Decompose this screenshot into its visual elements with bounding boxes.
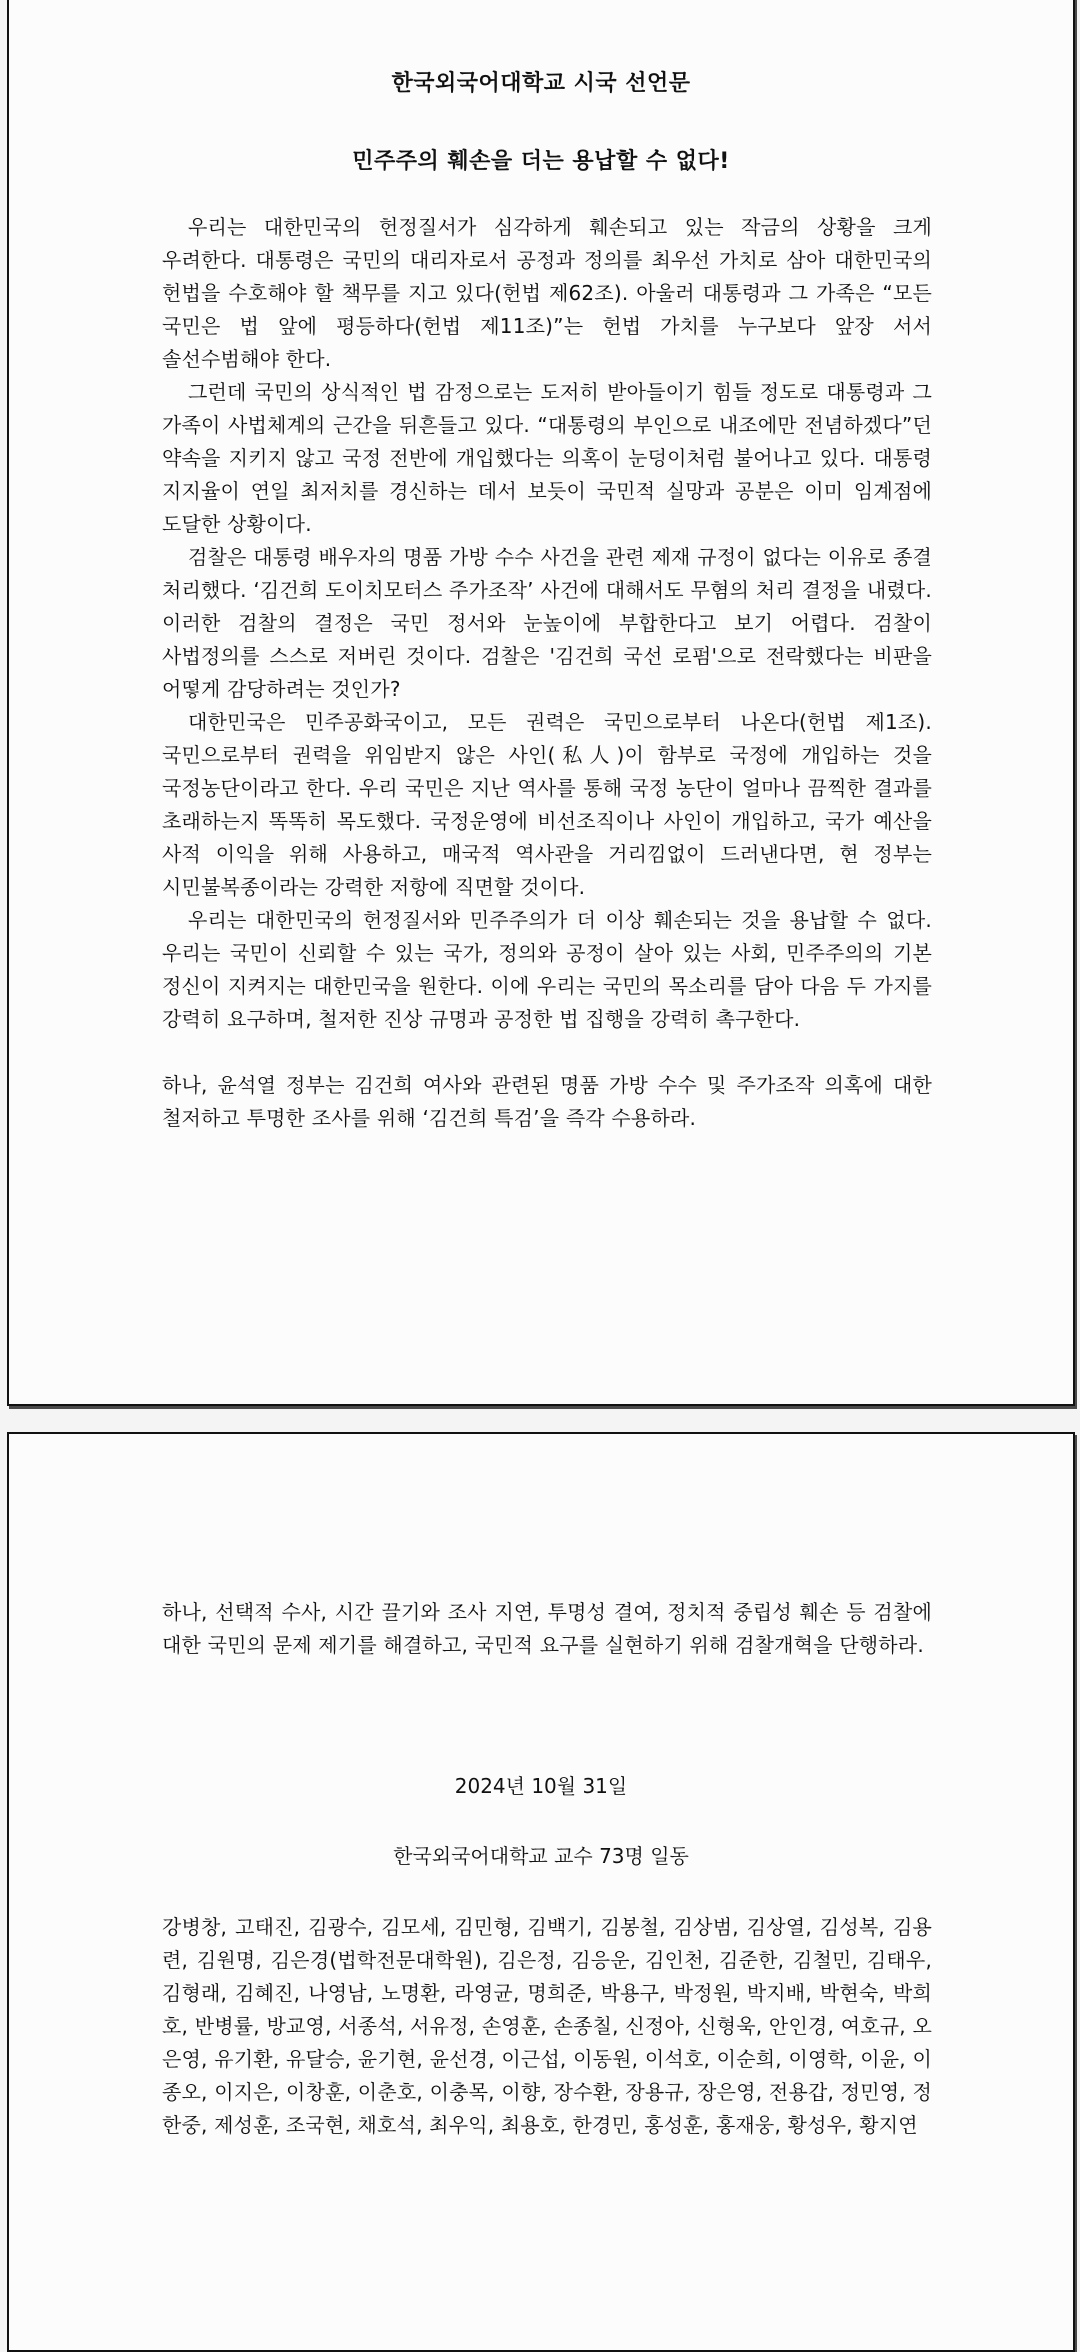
paragraph-3: 검찰은 대통령 배우자의 명품 가방 수수 사건을 관련 제재 규정이 없다는 이유로 종결 처리했다. ‘김건희 도이치모터스 주가조작’ 사건에 대해서도 무혐의 처리 결정을 내렸다. 이러한 검찰의 결정은 국민 정서와 눈높이에 부합한다고 보기 어렵다. 검찰이 사법정의를 스스로 저버린 것이다. 검찰은 '김건희 국선 로펌'으로 전락했다는 비판을 어떻게 감당하려는 것인가?: [162, 545, 932, 701]
document-page-2: [7, 1432, 1075, 2352]
signatory-names-section: [162, 1911, 932, 2142]
document-subtitle: 민주주의 훼손을 더는 용납할 수 없다!: [352, 149, 730, 174]
demands-section: [162, 1596, 932, 1662]
paragraph-5: 우리는 대한민국의 헌정질서와 민주주의가 더 이상 훼손되는 것을 용납할 수 없다. 우리는 국민이 신뢰할 수 있는 국가, 정의와 공정이 살아 있는 사회, 민주주의의 기본 정신이 지켜지는 대한민국을 원한다. 이에 우리는 국민의 목소리를 담아 다음 두 가지를 강력히 요구하며, 철저한 진상 규명과 공정한 법 집행을 강력히 촉구한다.: [162, 908, 932, 1031]
declaration-date: 2024년 10월 31일: [454, 1774, 628, 1798]
paragraph-4: 대한민국은 민주공화국이고, 모든 권력은 국민으로부터 나온다(헌법 제1조). 국민으로부터 권력을 위임받지 않은 사인(私人)이 함부로 국정에 개입하는 것을 국정농단이라고 한다. 우리 국민은 지난 역사를 통해 국정 농단이 얼마나 끔찍한 결과를 초래하는지 똑똑히 목도했다. 국정운영에 비선조직이나 사인이 개입하고, 국가 예산을 사적 이익을 위해 사용하고, 매국적 역사관을 거리낌없이 드러낸다면, 현 정부는 시민불복종이라는 강력한 저항에 직면할 것이다.: [162, 710, 932, 899]
demand-1: 하나, 윤석열 정부는 김건희 여사와 관련된 명품 가방 수수 및 주가조작 의혹에 대한 철저하고 투명한 조사를 위해 ‘김건희 특검’을 즉각 수용하라.: [162, 1073, 932, 1130]
paragraph-2: 그런데 국민의 상식적인 법 감정으로는 도저히 받아들이기 힘들 정도로 대통령과 그 가족이 사법체계의 근간을 뒤흔들고 있다. “대통령의 부인으로 내조에만 전념하겠다”던 약속을 지키지 않고 국정 전반에 개입했다는 의혹이 눈덩이처럼 불어나고 있다. 대통령 지지율이 연일 최저치를 경신하는 데서 보듯이 국민적 실망과 공분은 이미 임계점에 도달한 상황이다.: [162, 380, 932, 536]
signatory-names: 강병창, 고태진, 김광수, 김모세, 김민형, 김백기, 김봉철, 김상범, 김상열, 김성복, 김용련, 김원명, 김은경(법학전문대학원), 김은정, 김응운, 김인천, 김준한, 김철민, 김태우, 김형래, 김혜진, 나영남, 노명환, 라영균, 명희준, 박용구, 박정원, 박지배, 박현숙, 박희호, 반병률, 방교영, 서종석, 서유정, 손영훈, 손종칠, 신정아, 신형욱, 안인경, 여호규, 오은영, 유기환, 유달승, 윤기현, 윤선경, 이근섭, 이동원, 이석호, 이순희, 이영학, 이윤, 이종오, 이지은, 이창훈, 이춘호, 이충목, 이향, 장수환, 장용규, 장은영, 전용갑, 정민영, 정한중, 제성훈, 조국현, 채호석, 최우익, 최용호, 한경민, 홍성훈, 홍재웅, 황성우, 황지연: [162, 1915, 932, 2137]
document-body: [162, 211, 932, 1135]
demand-2: 하나, 선택적 수사, 시간 끌기와 조사 지연, 투명성 결여, 정치적 중립성 훼손 등 검찰에 대한 국민의 문제 제기를 해결하고, 국민적 요구를 실현하기 위해 검찰개혁을 단행하라.: [162, 1600, 932, 1657]
paragraph-1: 우리는 대한민국의 헌정질서가 심각하게 훼손되고 있는 작금의 상황을 크게 우려한다. 대통령은 국민의 대리자로서 공정과 정의를 최우선 가치로 삼아 대한민국의 헌법을 수호해야 할 책무를 지고 있다(헌법 제62조). 아울러 대통령과 그 가족은 “모든 국민은 법 앞에 평등하다(헌법 제11조)”는 헌법 가치를 누구보다 앞장 서서 솔선수범해야 한다.: [162, 215, 932, 371]
signatory-line: 한국외국어대학교 교수 73명 일동: [393, 1844, 689, 1868]
document-title: 한국외국어대학교 시국 선언문: [391, 71, 691, 96]
document-page-1: [7, 0, 1075, 1406]
